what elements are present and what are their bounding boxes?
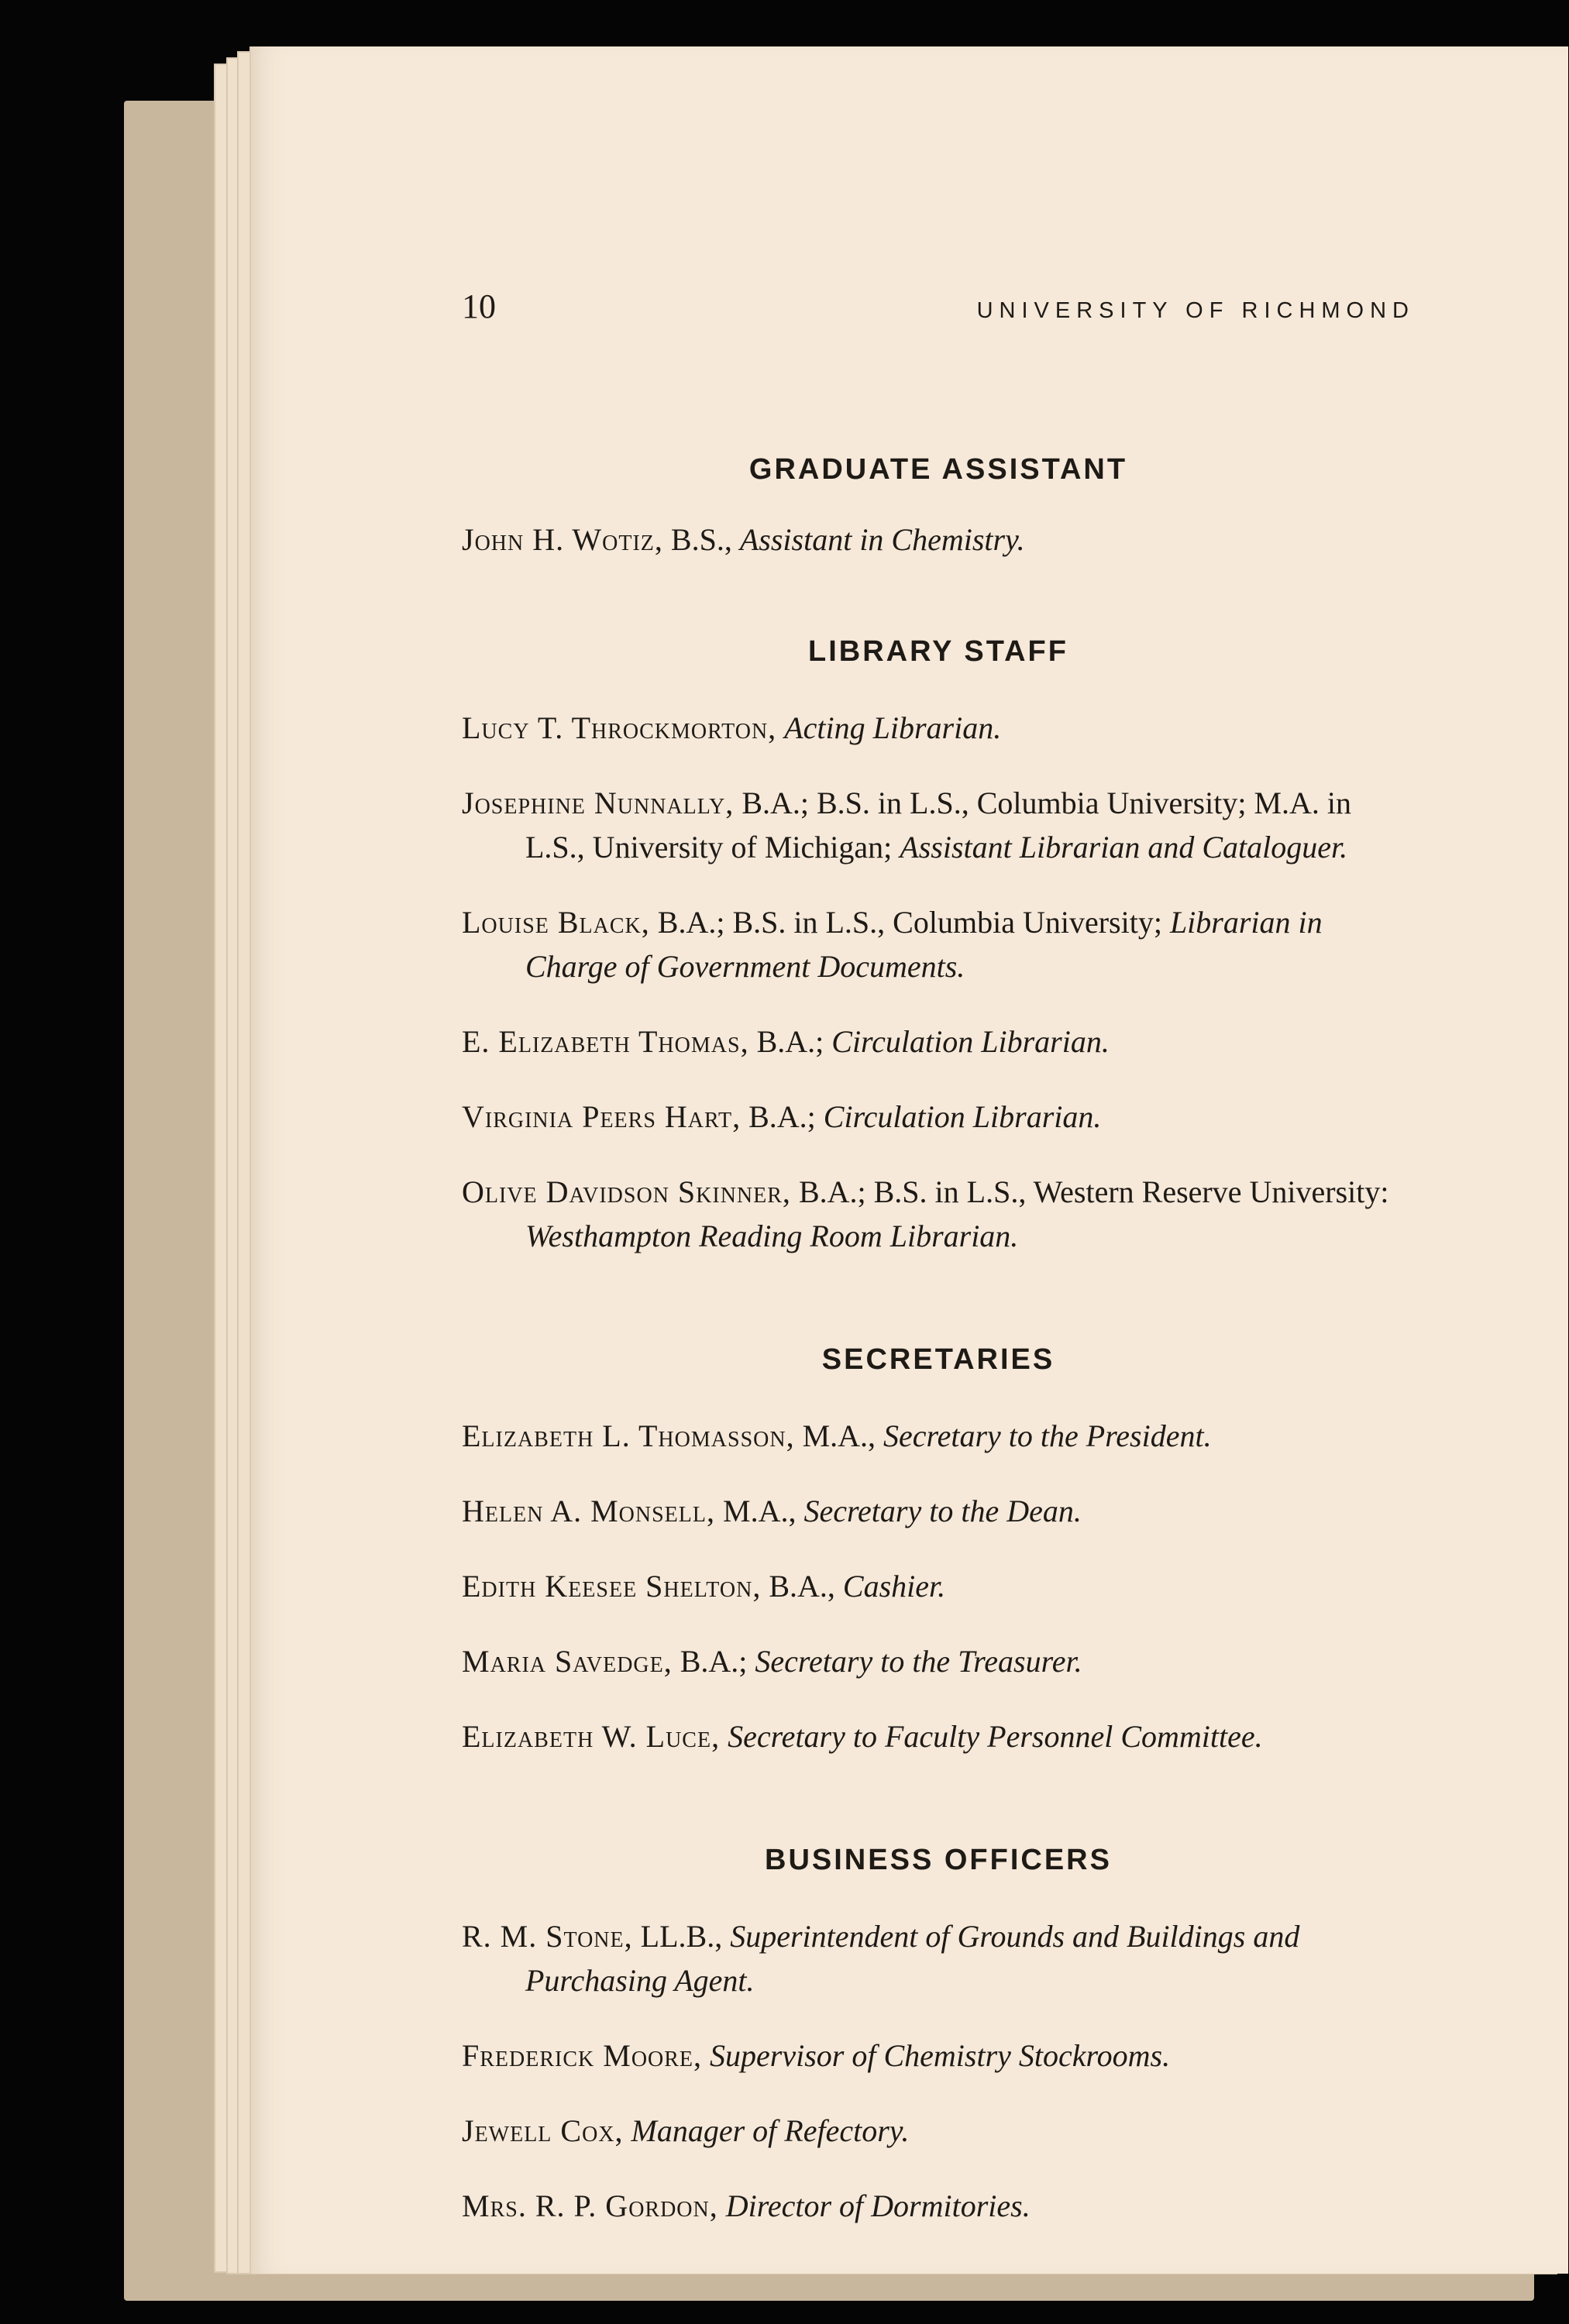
staff-credentials [776,710,784,745]
section-heading-library-staff: LIBRARY STAFF [808,635,1068,668]
section-heading-business-officers: BUSINESS OFFICERS [765,1844,1112,1876]
staff-role: Westhampton Reading Room Librarian. [525,1219,1019,1253]
staff-credentials: B.A., [761,1569,843,1604]
staff-entry [462,1095,1415,1139]
staff-name: John H. Wotiz, [462,522,663,557]
staff-entry [462,1914,1415,2003]
staff-credentials [702,2038,710,2073]
staff-name: Edith Keesee Shelton, [462,1569,762,1604]
staff-entry [462,900,1415,988]
staff-name: R. M. Stone, [462,1919,633,1954]
staff-entry [462,2033,1415,2078]
staff-role: Director of Dormitories. [725,2188,1031,2223]
staff-role: Superintendent of Grounds and Buildings and Purchasing Agent. [525,1919,1300,1998]
staff-role: Manager of Refectory. [631,2113,910,2148]
staff-role: Assistant in Chemistry. [739,522,1025,557]
entry-list [462,1414,1415,1758]
staff-entry [462,1714,1415,1758]
staff-entry [462,1019,1415,1064]
staff-entry [462,1414,1415,1458]
staff-credentials: M.A., [794,1418,884,1453]
staff-entry [462,706,1415,750]
staff-credentials: B.A.; [741,1099,824,1134]
staff-name: Jewell Cox, [462,2113,624,2148]
staff-credentials: M.A., [715,1494,804,1528]
running-head: UNIVERSITY OF RICHMOND [976,298,1415,323]
page-header [462,287,1415,333]
page-number: 10 [462,287,496,325]
staff-credentials: B.A.; B.S. in L.S., Columbia University; M.A. in L.S., University of Michigan; [525,786,1352,865]
staff-credentials [624,2113,631,2148]
staff-credentials: B.S., [662,522,740,557]
book-page [249,46,1568,2274]
staff-name: Helen A. Monsell, [462,1494,715,1528]
staff-entry [462,1564,1415,1608]
staff-name: Mrs. R. P. Gordon, [462,2188,718,2223]
staff-role: Secretary to the Treasurer. [755,1644,1082,1679]
staff-name: Maria Savedge, [462,1644,673,1679]
entry-list [462,1914,1415,2228]
staff-credentials [720,1719,728,1754]
staff-credentials: B.A.; [672,1644,755,1679]
staff-name: Josephine Nunnally, [462,786,735,820]
staff-credentials: B.A.; B.S. in L.S., Western Reserve University: [790,1174,1389,1209]
staff-entry [462,517,1415,562]
staff-name: Louise Black, [462,905,650,940]
staff-name: Lucy T. Throckmorton, [462,710,777,745]
section-heading-secretaries: SECRETARIES [821,1343,1055,1376]
staff-entry [462,1170,1415,1258]
staff-name: Olive Davidson Skinner, [462,1174,791,1209]
staff-role: Assistant Librarian and Cataloguer. [900,830,1348,865]
entry-list [462,706,1415,1258]
entry-list [462,517,1415,562]
staff-credentials [718,2188,726,2223]
staff-role: Secretary to the Dean. [803,1494,1082,1528]
staff-entry [462,1489,1415,1533]
section-heading-graduate-assistant: GRADUATE ASSISTANT [748,453,1128,486]
staff-entry [462,2109,1415,2153]
staff-name: Frederick Moore, [462,2038,703,2073]
staff-entry [462,2184,1415,2228]
staff-role: Supervisor of Chemistry Stockrooms. [710,2038,1171,2073]
staff-credentials: B.A.; B.S. in L.S., Columbia University; [649,905,1170,940]
page-content [462,287,1415,2233]
staff-entry [462,781,1415,869]
staff-role: Circulation Librarian. [831,1024,1110,1059]
staff-name: Elizabeth L. Thomasson, [462,1418,795,1453]
staff-role: Acting Librarian. [784,710,1002,745]
staff-role: Secretary to the President. [883,1418,1212,1453]
staff-name: Elizabeth W. Luce, [462,1719,721,1754]
staff-credentials: LL.B., [632,1919,731,1954]
staff-role: Secretary to Faculty Personnel Committee. [728,1719,1263,1754]
staff-role: Circulation Librarian. [823,1099,1102,1134]
staff-entry [462,1639,1415,1683]
staff-name: E. Elizabeth Thomas, [462,1024,749,1059]
staff-credentials: B.A.; [748,1024,832,1059]
staff-name: Virginia Peers Hart, [462,1099,741,1134]
staff-role: Librarian in Charge of Government Documents. [525,905,1323,984]
staff-role: Cashier. [842,1569,946,1604]
